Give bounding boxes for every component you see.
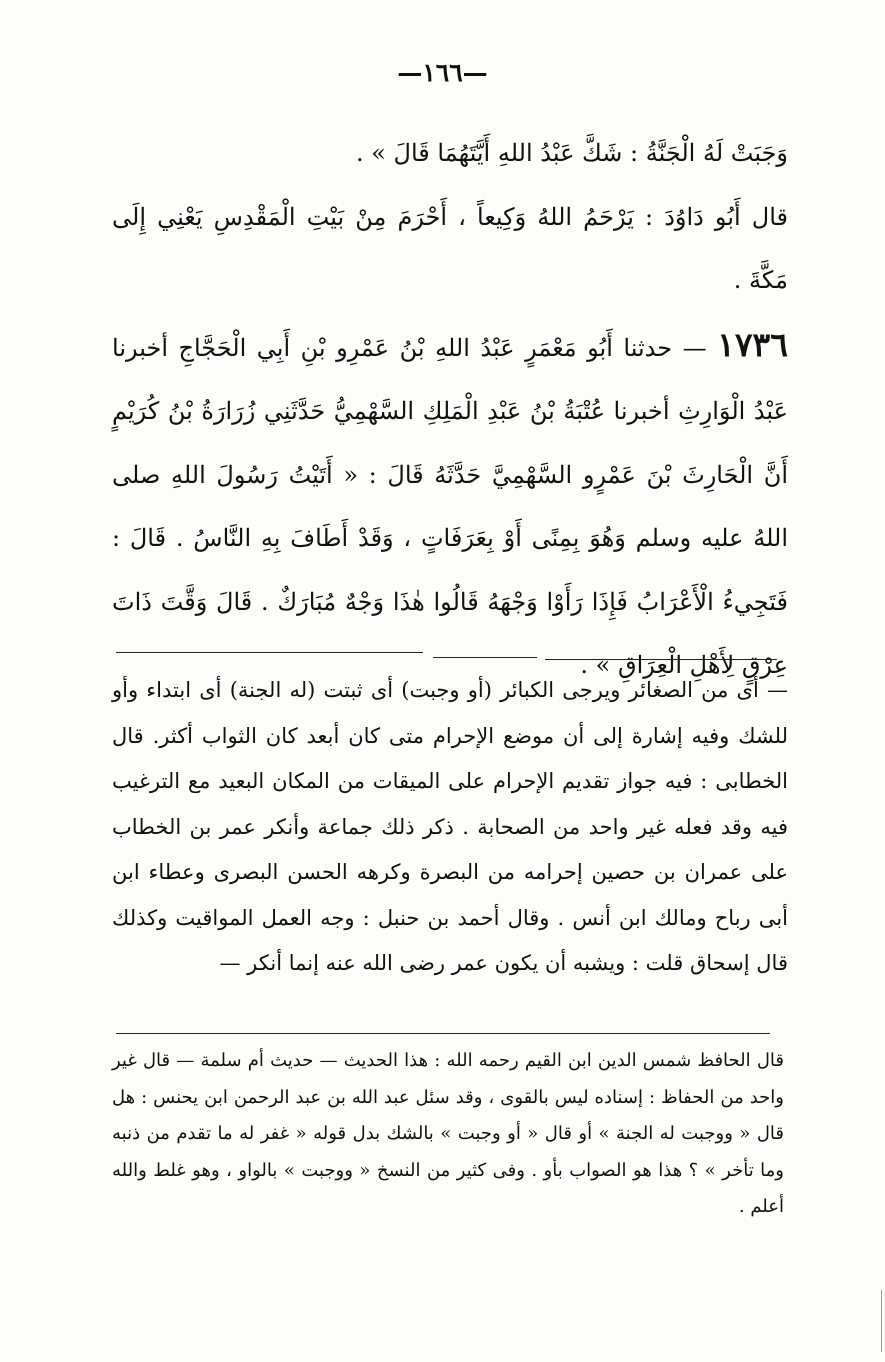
main-paragraph-2: قال أَبُو دَاوُدَ : يَرْحَمُ اللهُ وَكِيعاً ، أَحْرَمَ مِنْ بَيْتِ الْمَقْدِسِ يَعْنِي إِلَى مَكَّةَ . (112, 202, 788, 294)
page-number: —١٦٦— (397, 58, 488, 87)
separator-rule (545, 659, 777, 660)
footnote-text: قال الحافظ شمس الدين ابن القيم رحمه الله : هذا الحديث — حديث أم سلمة — قال غير واحد من الحفاظ : إسناده ليس بالقوى ، وقد سئل عبد الله بن عبد الرحمن ابن يحنس : هل قال « ووجبت له الجنة » أو قال « أو وجبت » بالشك بدل قوله « غفر له ما تقدم من ذنبه وما تأخر » ؟ هذا هو الصواب بأو . وفى كثير من النسخ « ووجبت » بالواو ، وهو غلط والله أعلم . (112, 1050, 784, 1217)
main-text (112, 122, 788, 698)
commentary (112, 668, 788, 987)
main-paragraph-1: وَجَبَتْ لَهُ الْجَنَّةُ : شَكَّ عَبْدُ اللهِ أَيَّتَهُمَا قَالَ » . (355, 139, 788, 167)
separator-rule (116, 652, 423, 653)
hadith-paragraph (112, 313, 788, 698)
scan-edge-mark (881, 1290, 885, 1352)
footnote (112, 1043, 784, 1226)
footnote-separator (116, 1033, 770, 1034)
hadith-text: — حدثنا أَبُو مَعْمَرٍ عَبْدُ اللهِ بْنُ عَمْرِو بْنِ أَبِي الْحَجَّاجِ أخبرنا عَبْدُ الْوَارِثِ أخبرنا عُتْبَةُ بْنُ عَبْدِ الْمَلِكِ السَّهْمِيُّ حَدَّثَنِي زُرَارَةُ بْنُ كُرَيْمٍ أَنَّ الْحَارِثَ بْنَ عَمْرٍو السَّهْمِيَّ حَدَّثَهُ قَالَ : « أَتَيْتُ رَسُولَ اللهِ صلى اللهُ عليه وسلم وَهُوَ بِمِنًى أَوْ بِعَرَفَاتٍ ، وَقَدْ أَطَافَ بِهِ النَّاسُ . قَالَ : فَتَجِيءُ الْأَعْرَابُ فَإِذَا رَأَوْا وَجْهَهُ قَالُوا هٰذَا وَجْهٌ مُبَارَكٌ . قَالَ وَقَّتَ ذَاتَ عِرْقٍ لِأَهْلِ الْعِرَاقِ » . (112, 333, 788, 679)
hadith-number: ١٧٣٦ (717, 324, 788, 364)
separator-rule (433, 657, 537, 658)
commentary-text: — أى من الصغائر ويرجى الكبائر (أو وجبت) أى ثبتت (له الجنة) أى ابتداء وأو للشك وفيه إشارة إلى أن موضع الإحرام متى كان أبعد كان الثواب أكثر. قال الخطابى : فيه جواز تقديم الإحرام على الميقات من المكان البعيد مع الترغيب فيه وقد فعله غير واحد من الصحابة . ذكر ذلك جماعة وأنكر عمر بن الخطاب على عمران بن حصين إحرامه من البصرة وكرهه الحسن البصرى وعطاء ابن أبى رباح ومالك ابن أنس . وقال أحمد بن حنبل : وجه العمل المواقيت وكذلك قال إسحاق قلت : ويشبه أن يكون عمر رضى الله عنه إنما أنكر — (112, 678, 788, 975)
